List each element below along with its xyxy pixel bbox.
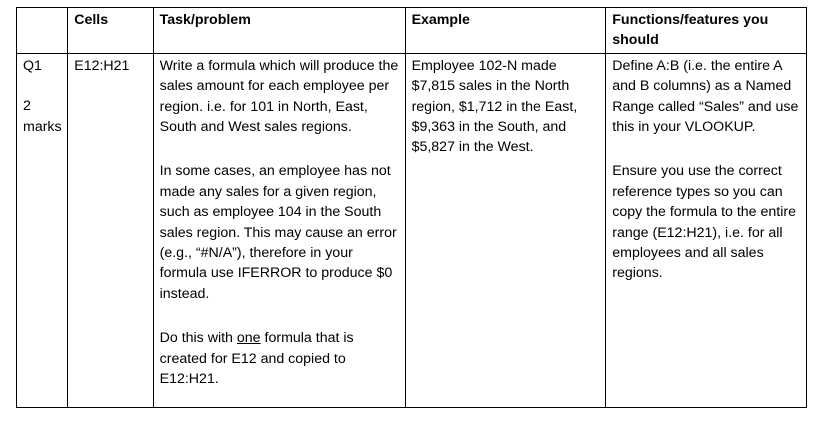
marks-number: 2 [23, 98, 31, 115]
task-paragraph-3 [160, 328, 401, 389]
task-p3-post: formula that is created for E12 and copied to E12:H21. [159, 330, 354, 388]
header-functions: Functions/features you should [606, 8, 807, 54]
marks-label: marks [23, 118, 62, 135]
cells-range: E12:H21 [68, 53, 153, 407]
task-p3-pre: Do this with [159, 330, 237, 347]
header-row [17, 8, 807, 54]
functions-cell [606, 53, 807, 407]
functions-paragraph-2: Ensure you use the correct reference types so you can copy the formula to the entire range (E12:H21), i.e. for all employees and all sales regions. [612, 163, 797, 282]
header-cells: Cells [68, 8, 153, 54]
header-question [17, 8, 68, 54]
task-paragraph-2: In some cases, an employee has not made any sales for a given region, such as employee 104 in the South sales region. This may cause an error (e.g., “#N/A”), therefore in your formula use IFERROR to produce $0 instead. [159, 163, 397, 302]
task-paragraph-1: Write a formula which will produce the sales amount for each employee per region. i.e. for 101 in North, East, South and West sales regions. [159, 57, 399, 136]
task-p3-underlined: one [236, 330, 261, 347]
header-task: Task/problem [153, 8, 405, 54]
table-row [17, 53, 807, 407]
question-cell [17, 53, 68, 407]
header-example: Example [405, 8, 606, 54]
question-label: Q1 [23, 57, 42, 74]
task-table [16, 7, 807, 408]
task-cell [153, 53, 405, 407]
functions-paragraph-1: Define A:B (i.e. the entire A and B columns) as a Named Range called “Sales” and use this in your VLOOKUP. [612, 57, 799, 136]
example-cell: Employee 102-N made $7,815 sales in the North region, $1,712 in the East, $9,363 in the South, and $5,827 in the West. [405, 53, 606, 407]
